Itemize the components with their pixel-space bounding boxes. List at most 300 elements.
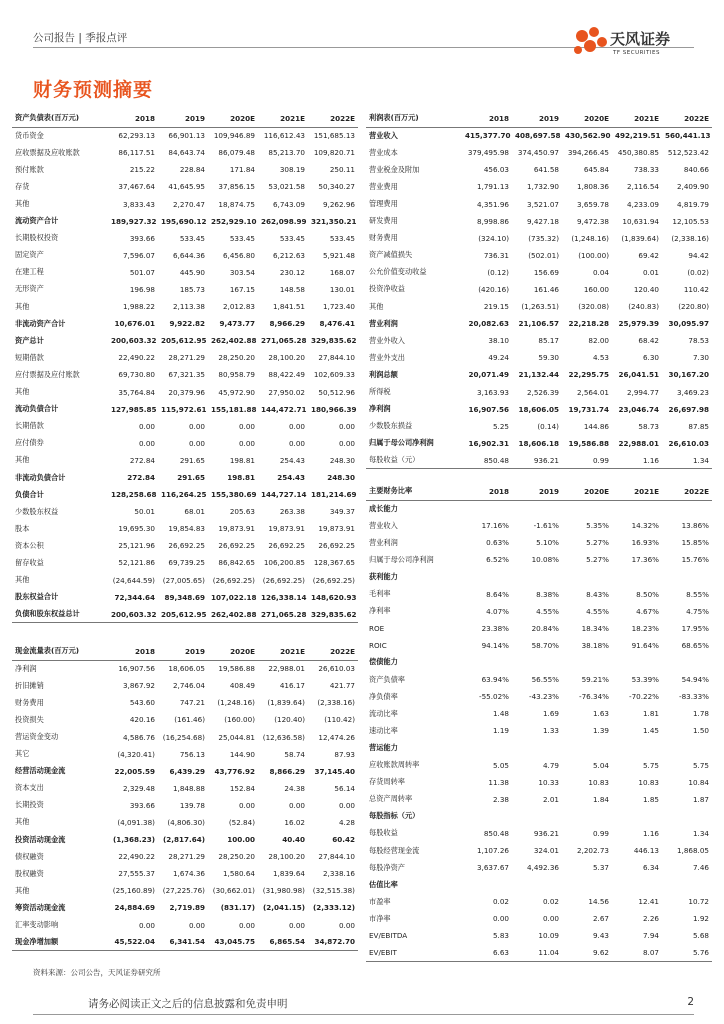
cell-value: 87.93	[334, 749, 355, 759]
cell-value: 94.14%	[481, 640, 509, 650]
cell-value: (1,839.64)	[621, 233, 659, 243]
cell-value: 12,474.26	[318, 732, 355, 742]
row-label: 研发费用	[369, 216, 398, 226]
cell-value: (4,320.41)	[117, 749, 155, 759]
cell-value: 85.17	[538, 336, 559, 346]
cell-value: 69,730.80	[118, 370, 155, 380]
cell-value: 78.53	[688, 336, 709, 346]
row-label: 其他	[15, 817, 30, 827]
cell-value: (1,248.16)	[217, 698, 255, 708]
cell-value: 37,145.40	[314, 766, 355, 776]
cell-value: 88,422.49	[268, 370, 305, 380]
cell-value: 19,586.88	[568, 438, 609, 448]
cell-value: -76.34%	[579, 692, 609, 702]
table-row	[366, 332, 712, 349]
cell-value: 254.43	[279, 455, 305, 465]
cell-value	[612, 654, 662, 671]
cell-value: 91.64%	[631, 640, 659, 650]
cell-value: 195,690.12	[161, 216, 207, 226]
table-row	[366, 418, 712, 435]
cell-value: 2,564.01	[576, 387, 609, 397]
column-header: 2019	[158, 643, 208, 660]
cell-value: 5.76	[662, 945, 712, 962]
cell-value: 144,727.14	[261, 490, 307, 500]
column-header: 2018	[108, 643, 158, 660]
table-row	[366, 671, 712, 688]
cell-value: 1,868.05	[676, 846, 709, 856]
cell-value: 0.00	[338, 800, 355, 810]
cell-value: 86,842.65	[218, 558, 255, 568]
cell-value: 329,835.62	[311, 336, 357, 346]
cell-value: (240.83)	[628, 302, 659, 312]
cell-value: 205,612.95	[158, 606, 208, 623]
section-row	[366, 654, 712, 671]
cell-value: (420.16)	[478, 284, 509, 294]
cell-value: (16,254.68)	[162, 732, 205, 742]
row-label: 资产减值损失	[369, 250, 413, 260]
row-label: 资产总计	[15, 335, 44, 345]
cell-value: 1,723.40	[322, 302, 355, 312]
cell-value: 18,874.75	[218, 199, 255, 209]
table-row	[12, 572, 358, 589]
cell-value: 0.00	[188, 920, 205, 930]
cell-value: 22,988.01	[618, 438, 659, 448]
source-note: 资料来源：公司公告，天风证券研究所	[33, 968, 161, 977]
cell-value: (27,225.76)	[162, 886, 205, 896]
cell-value: 3,659.78	[576, 199, 609, 209]
cell-value: 16,907.56	[118, 664, 155, 674]
cell-value: 1.16	[612, 452, 662, 469]
table-title: 现金流量表(百万元)	[12, 643, 108, 660]
table-title: 主要财务比率	[366, 483, 462, 500]
cell-value: (26,692.25)	[312, 575, 355, 585]
cell-value: 15.76%	[681, 555, 709, 565]
cell-value: 2,202.73	[576, 846, 609, 856]
table-row	[366, 705, 712, 722]
cell-value: 11.38	[488, 777, 509, 787]
table-row	[12, 401, 358, 418]
table-row	[12, 195, 358, 212]
cell-value: (2,338.16)	[317, 698, 355, 708]
row-label: 股本	[15, 523, 30, 533]
cell-value: 13.86%	[681, 521, 709, 531]
cell-value: 12,105.53	[672, 216, 709, 226]
cell-value: 28,271.29	[168, 852, 205, 862]
cell-value: 254.43	[277, 473, 305, 483]
cell-value: 12.41	[638, 897, 659, 907]
cell-value	[662, 739, 712, 756]
cell-value: 1,791.13	[476, 182, 509, 192]
row-label: 负债合计	[15, 489, 44, 499]
cell-value: 18.34%	[581, 623, 609, 633]
cell-value	[562, 876, 612, 893]
cell-value: 291.65	[177, 473, 205, 483]
cell-value: 10.83	[588, 777, 609, 787]
cell-value: 5.68	[692, 931, 709, 941]
row-label: 管理费用	[369, 199, 398, 209]
cell-value: 4.75%	[686, 606, 709, 616]
table-row	[12, 831, 358, 848]
row-label: 营运能力	[369, 742, 398, 752]
row-label: ROE	[369, 623, 385, 633]
table-row	[366, 945, 712, 962]
cell-value: 374,450.97	[517, 148, 559, 158]
cell-value: 4.67%	[636, 606, 659, 616]
cell-value: 1.85	[642, 794, 659, 804]
cell-value: 26,610.03	[318, 664, 355, 674]
cell-value: 18,606.05	[518, 404, 559, 414]
cell-value: 272.84	[129, 455, 155, 465]
row-label: 长期投资	[15, 800, 44, 810]
cell-value: 5.83	[492, 931, 509, 941]
column-header: 2022E	[662, 110, 712, 127]
cell-value: 56.14	[334, 783, 355, 793]
cell-value: 16,907.56	[468, 404, 509, 414]
cell-value: 7.46	[692, 863, 709, 873]
cell-value: 736.31	[483, 250, 509, 260]
cell-value: 0.99	[592, 828, 609, 838]
row-label: 长期借款	[15, 421, 44, 431]
cell-value: 87.85	[688, 421, 709, 431]
cell-value: 8.43%	[586, 589, 609, 599]
table-row	[366, 435, 712, 452]
row-label: 应付债券	[15, 438, 44, 448]
cell-value: 128,258.68	[111, 490, 157, 500]
cell-value: 151,685.13	[313, 131, 355, 141]
cell-value: 185.73	[179, 284, 205, 294]
cell-value: 6,865.54	[258, 934, 308, 951]
row-label: 毛利率	[369, 589, 391, 599]
cell-value: 5.25	[492, 421, 509, 431]
table-row	[12, 865, 358, 882]
row-label: 每股经营现金流	[369, 845, 420, 855]
cell-value: 144.90	[229, 749, 255, 759]
cell-value: 415,377.70	[465, 131, 511, 141]
cell-value: 6,212.63	[272, 250, 305, 260]
cell-value: 1,580.64	[222, 869, 255, 879]
cell-value: 38.18%	[581, 640, 609, 650]
cell-value: (25,160.89)	[112, 886, 155, 896]
cell-value: 1,841.51	[272, 302, 305, 312]
table-row	[12, 660, 358, 677]
cell-value: 17.95%	[681, 623, 709, 633]
cell-value: 1.39	[592, 726, 609, 736]
row-label: 公允价值变动收益	[369, 267, 427, 277]
cell-value: 22,490.22	[118, 353, 155, 363]
cell-value: (12,636.58)	[262, 732, 305, 742]
row-label: 速动比率	[369, 725, 398, 735]
cell-value	[462, 568, 512, 585]
table-row	[12, 349, 358, 366]
cell-value: 250.11	[329, 165, 355, 175]
cell-value: 1,988.22	[122, 302, 155, 312]
cell-value: (320.08)	[578, 302, 609, 312]
cell-value: 1.50	[692, 726, 709, 736]
cell-value: 8.38%	[536, 589, 559, 599]
cell-value: 543.60	[129, 698, 155, 708]
cell-value: 62,293.13	[118, 131, 155, 141]
cell-value: 26,692.25	[218, 541, 255, 551]
cell-value: (26,692.25)	[212, 575, 255, 585]
cell-value: 533.45	[229, 233, 255, 243]
cell-value: 181,214.69	[311, 490, 357, 500]
row-label: 营业收入	[369, 520, 398, 530]
cell-value	[612, 876, 662, 893]
cell-value: (27,005.65)	[162, 575, 205, 585]
cell-value: 28,100.20	[268, 852, 305, 862]
section-row	[366, 739, 712, 756]
column-header: 2022E	[662, 483, 712, 500]
cell-value: 4.55%	[586, 606, 609, 616]
cell-value: 450,380.85	[617, 148, 659, 158]
cell-value: 393.66	[129, 800, 155, 810]
cell-value: 2,329.48	[122, 783, 155, 793]
cell-value: 110.42	[683, 284, 709, 294]
cell-value: (32,515.38)	[312, 886, 355, 896]
table-row	[366, 791, 712, 808]
cell-value: (735.32)	[528, 233, 559, 243]
logo-mark-icon	[570, 24, 610, 58]
cell-value: 128,367.65	[313, 558, 355, 568]
cell-value: 38.10	[488, 336, 509, 346]
table-row	[12, 589, 358, 606]
report-category: 公司报告 | 季报点评	[33, 32, 128, 44]
cell-value: 308.19	[279, 165, 305, 175]
cell-value: 2,113.38	[172, 302, 205, 312]
cell-value: 1.16	[642, 828, 659, 838]
row-label: 留存收益	[15, 557, 44, 567]
cell-value: 168.07	[329, 267, 355, 277]
cell-value: 492,219.51	[615, 131, 661, 141]
table-row	[366, 247, 712, 264]
footer-disclaimer: 请务必阅读正文之后的信息披露和免责申明	[88, 998, 288, 1010]
cell-value: (1,839.64)	[267, 698, 305, 708]
table-row	[12, 418, 358, 435]
cell-value: 130.01	[329, 284, 355, 294]
cell-value: (120.40)	[274, 715, 305, 725]
cell-value: 393.66	[129, 233, 155, 243]
cell-value: (2,338.16)	[671, 233, 709, 243]
table-row	[12, 315, 358, 332]
cell-value: 3,833.43	[122, 199, 155, 209]
cell-value: 4.07%	[486, 606, 509, 616]
cell-value: 50,340.27	[318, 182, 355, 192]
cell-value: 19,873.91	[218, 524, 255, 534]
cell-value: 17.16%	[481, 521, 509, 531]
row-label: 其他	[15, 575, 30, 585]
cell-value: 936.21	[533, 828, 559, 838]
cell-value	[462, 876, 512, 893]
cell-value: 0.00	[288, 920, 305, 930]
row-label: 债权融资	[15, 851, 44, 861]
cell-value: (1,248.16)	[571, 233, 609, 243]
cell-value: 37,856.15	[218, 182, 255, 192]
cell-value: 645.84	[583, 165, 609, 175]
row-label: 流动比率	[369, 708, 398, 718]
row-label: 营运资金变动	[15, 732, 59, 742]
cell-value: 1.33	[542, 726, 559, 736]
cell-value: 1,839.64	[272, 869, 305, 879]
cell-value: (2,041.15)	[262, 903, 305, 913]
cell-value: 5.75	[642, 760, 659, 770]
row-label: 短期借款	[15, 352, 44, 362]
cell-value: 10.84	[688, 777, 709, 787]
cell-value: 329,835.62	[308, 606, 358, 623]
row-label: 股权融资	[15, 868, 44, 878]
row-label: 长期股权投资	[15, 233, 59, 243]
cell-value: 198.81	[227, 473, 255, 483]
cell-value: 936.21	[512, 452, 562, 469]
cell-value: 9.43	[592, 931, 609, 941]
cell-value: 379,495.98	[467, 148, 509, 158]
cell-value: 8,476.41	[319, 319, 355, 329]
cell-value: (110.42)	[324, 715, 355, 725]
cell-value: 53.39%	[631, 675, 659, 685]
cell-value: 1.78	[692, 709, 709, 719]
cell-value: 28,250.20	[218, 353, 255, 363]
row-label: 存货	[15, 181, 30, 191]
cell-value: 27,950.02	[268, 387, 305, 397]
row-label: 经营活动现金流	[15, 766, 66, 776]
row-label: 筹资活动现金流	[15, 902, 66, 912]
cell-value: 200,603.32	[111, 336, 157, 346]
row-label: 负债和股东权益总计	[12, 606, 108, 623]
cell-value: 321,350.21	[311, 216, 357, 226]
cell-value: 446.13	[633, 846, 659, 856]
table-row	[12, 486, 358, 503]
cell-value	[512, 808, 562, 825]
cell-value: 30,095.97	[668, 319, 709, 329]
cell-value: 14.32%	[631, 521, 659, 531]
financial-ratios-table	[366, 483, 712, 962]
table-row	[366, 586, 712, 603]
cell-value: 215.22	[129, 165, 155, 175]
cell-value: 17.36%	[631, 555, 659, 565]
column-header: 2018	[108, 110, 158, 127]
row-label: 其他	[15, 387, 30, 397]
cell-value: 9,427.18	[526, 216, 559, 226]
table-row	[366, 927, 712, 944]
table-row	[12, 332, 358, 349]
cell-value: 171.84	[229, 165, 255, 175]
cell-value: 66,901.13	[168, 131, 205, 141]
row-label: 每股收益（元）	[366, 452, 462, 469]
table-row	[12, 264, 358, 281]
cell-value: 89,348.69	[164, 592, 205, 602]
cell-value: 4.53	[592, 353, 609, 363]
cell-value: 0.00	[138, 421, 155, 431]
cell-value: 26,692.25	[268, 541, 305, 551]
cell-value	[662, 808, 712, 825]
column-header: 2020E	[208, 643, 258, 660]
cell-value: (100.00)	[578, 250, 609, 260]
cell-value: 26,692.25	[168, 541, 205, 551]
cell-value: 196.98	[129, 284, 155, 294]
row-label: 净利率	[369, 606, 391, 616]
cell-value: 85,213.70	[268, 148, 305, 158]
cell-value: 24.38	[284, 783, 305, 793]
cell-value: 445.90	[179, 267, 205, 277]
cell-value: (0.14)	[537, 421, 559, 431]
cell-value: 1.63	[592, 709, 609, 719]
cell-value: 116,612.43	[263, 131, 305, 141]
table-row	[366, 825, 712, 842]
cell-value: 58.70%	[531, 640, 559, 650]
table-row	[366, 452, 712, 469]
cell-value: 272.84	[127, 473, 155, 483]
cell-value	[512, 568, 562, 585]
section-row	[366, 500, 712, 517]
cell-value: 16.93%	[631, 538, 659, 548]
cell-value: 850.48	[462, 452, 512, 469]
cell-value: 4,819.79	[676, 199, 709, 209]
table-row	[366, 842, 712, 859]
cell-value	[462, 808, 512, 825]
table-row	[12, 814, 358, 831]
cell-value: 324.01	[533, 846, 559, 856]
cell-value: 3,867.92	[122, 681, 155, 691]
row-label: 净利润	[15, 663, 37, 673]
column-header: 2020E	[562, 110, 612, 127]
row-label: 营业收入	[369, 130, 398, 140]
cell-value: 840.66	[683, 165, 709, 175]
row-label: 偿债能力	[369, 657, 398, 667]
cell-value: 1.48	[492, 709, 509, 719]
cell-value: (1,263.51)	[521, 302, 559, 312]
cell-value	[662, 654, 712, 671]
cell-value: 1,808.36	[576, 182, 609, 192]
table-row	[366, 757, 712, 774]
cell-value: -1.61%	[533, 521, 559, 531]
cell-value: 0.00	[338, 438, 355, 448]
row-label: 应收票据及应收账款	[15, 147, 80, 157]
cell-value: 180,966.39	[311, 404, 357, 414]
table-row	[12, 435, 358, 452]
cell-value: 50,512.96	[318, 387, 355, 397]
table-row	[366, 144, 712, 161]
cell-value: -43.23%	[529, 692, 559, 702]
cell-value: 738.33	[633, 165, 659, 175]
cell-value: 139.78	[179, 800, 205, 810]
table-row	[366, 315, 712, 332]
cell-value: 68.42	[638, 336, 659, 346]
cell-value: 756.13	[179, 749, 205, 759]
cell-value: 8,966.29	[269, 319, 305, 329]
cell-value: 2,012.83	[222, 302, 255, 312]
cell-value: 2.67	[592, 914, 609, 924]
cell-value: 4,492.36	[526, 863, 559, 873]
header-row	[12, 110, 358, 127]
cell-value: 262,402.88	[208, 606, 258, 623]
table-row	[12, 161, 358, 178]
cell-value: 10,631.94	[622, 216, 659, 226]
cell-value	[462, 739, 512, 756]
table-row	[12, 366, 358, 383]
page-title: 财务预测摘要	[33, 79, 154, 101]
cell-value: 6.30	[642, 353, 659, 363]
row-label: 成长能力	[369, 503, 398, 513]
cell-value: 67,321.35	[168, 370, 205, 380]
cell-value: 160.00	[583, 284, 609, 294]
cell-value: -83.33%	[679, 692, 709, 702]
row-label: 资本支出	[15, 783, 44, 793]
row-label: 市净率	[369, 913, 391, 923]
cell-value: (52.84)	[228, 817, 255, 827]
cell-value: 106,200.85	[263, 558, 305, 568]
cell-value: 4,233.09	[626, 199, 659, 209]
cell-value: 22,490.22	[118, 852, 155, 862]
cell-value: 0.00	[492, 914, 509, 924]
